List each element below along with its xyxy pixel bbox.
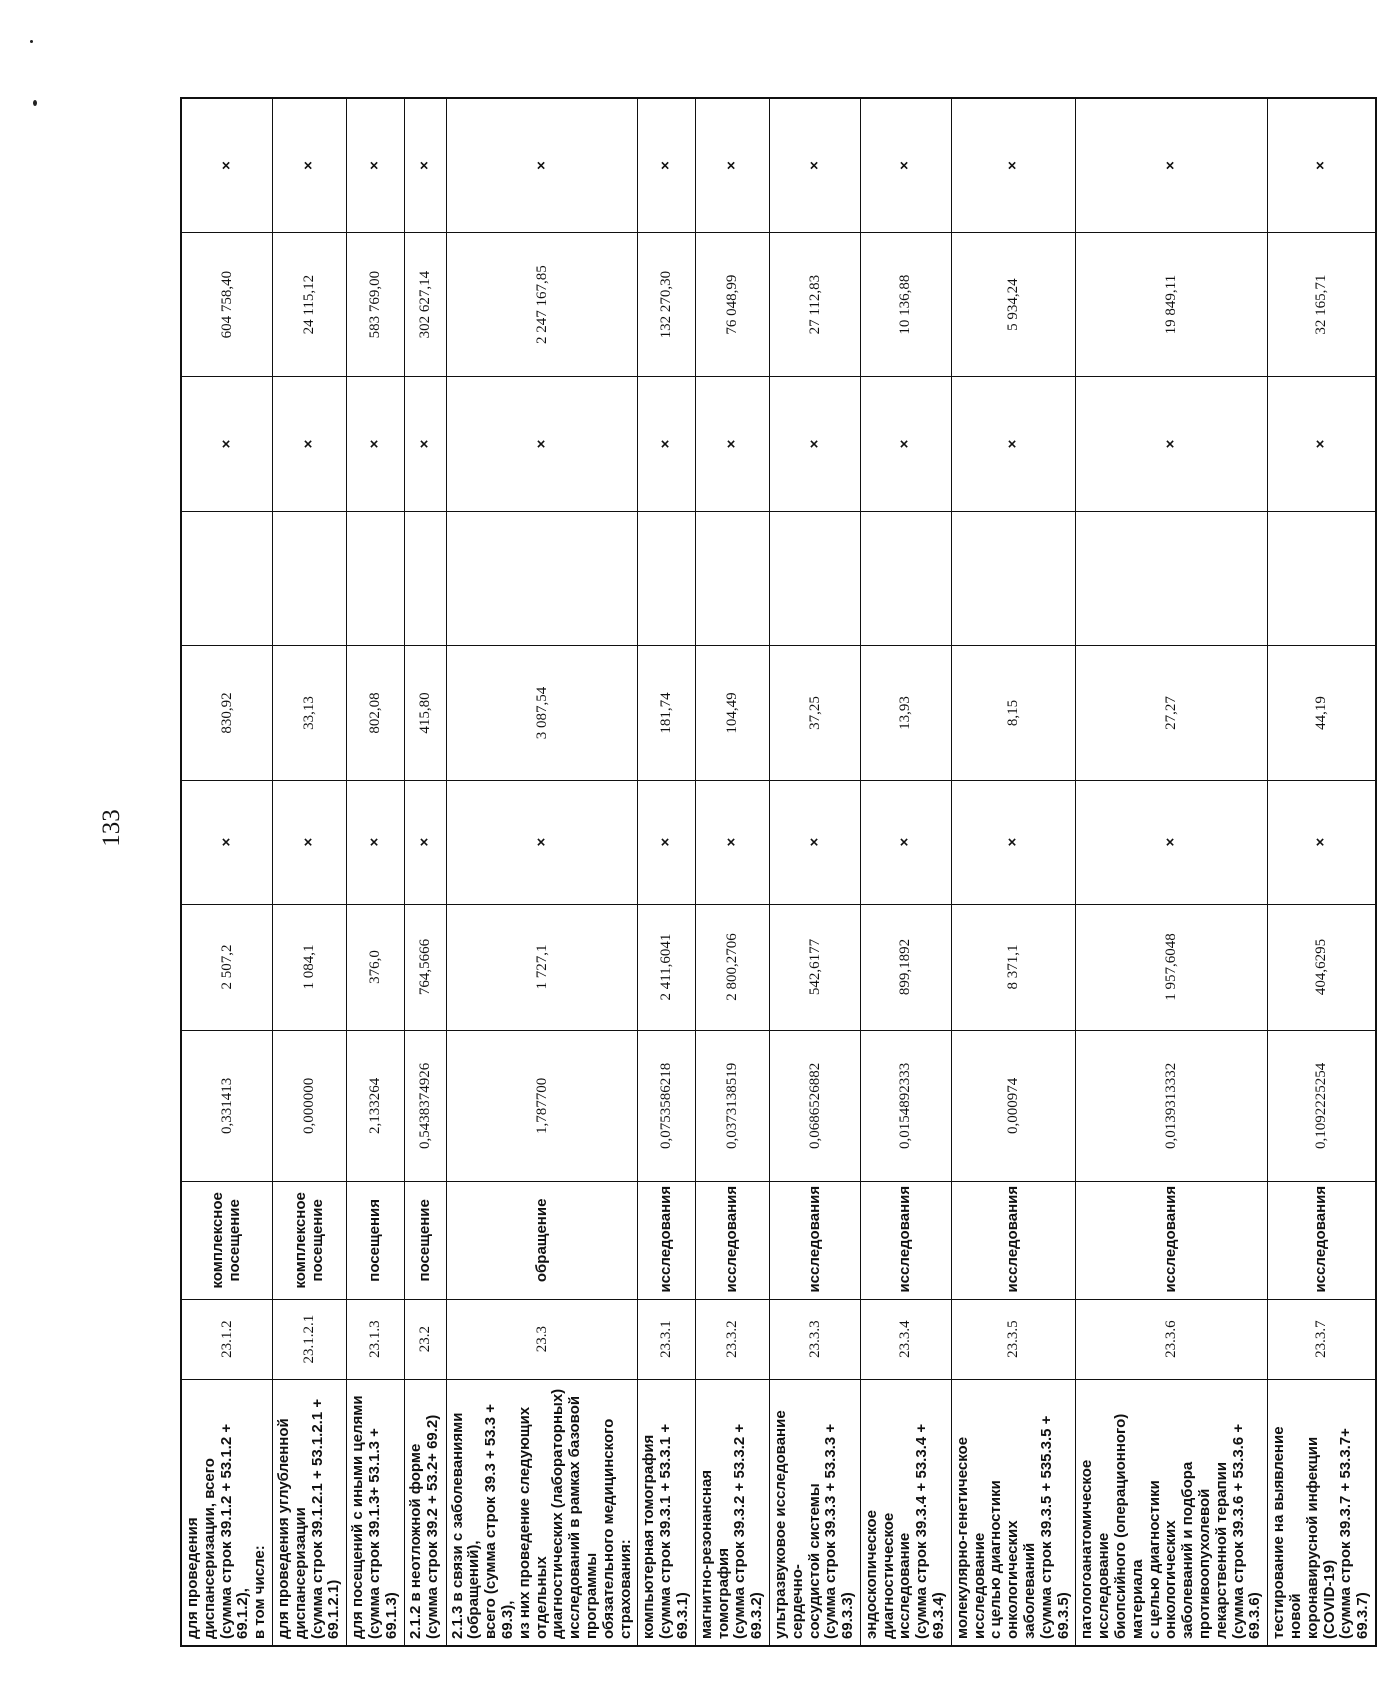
row-name-line: (сумма строк 39.3.6 + 53.3.6 + 69.3.6) [1229, 1423, 1264, 1639]
row-code: 23.3.3 [769, 1299, 860, 1379]
row-name-line: с целью диагностики онкологических [1145, 1480, 1180, 1639]
row-name [638, 1379, 695, 1646]
row-norm: 0,0373138519 [695, 1030, 769, 1182]
row-x-cell: × [347, 377, 404, 512]
row-code: 23.1.2 [181, 1299, 272, 1379]
row-x-cell: × [404, 780, 446, 904]
row-name-line: 2.1.3 в связи с заболеваниями (обращений), [448, 1412, 483, 1639]
row-name-line: (сумма строк 39.1.2.1 + 53.1.2.1 + 69.1.2.1) [308, 1398, 343, 1639]
row-norm: 0,000000 [272, 1030, 346, 1182]
row-name-line: из них проведение следующих отдельных [515, 1406, 550, 1639]
row-x-cell: × [446, 377, 638, 512]
row-name-line: тестирование на выявление новой [1270, 1426, 1305, 1639]
row-x-cell: × [769, 780, 860, 904]
row-name-line: (сумма строк 39.3.5 + 535.3.5 + 69.3.5) [1037, 1415, 1072, 1639]
row-x-cell: × [695, 98, 769, 233]
row-name [272, 1379, 346, 1646]
row-name [951, 1379, 1076, 1646]
row-norm: 0,0686526882 [769, 1030, 860, 1182]
row-norm: 0,1092225254 [1268, 1030, 1376, 1182]
row-per-capita: 3 087,54 [446, 646, 638, 781]
empty-cell [695, 511, 769, 646]
table-row [769, 98, 860, 1646]
row-name-line: магнитно-резонансная томография [697, 1469, 732, 1639]
empty-cell [446, 511, 638, 646]
row-x-cell: × [181, 377, 272, 512]
row-total: 5 934,24 [951, 233, 1076, 377]
row-unit: исследования [860, 1182, 951, 1299]
row-name-line: патологоанатомическое исследование [1078, 1459, 1113, 1639]
row-x-cell: × [1268, 377, 1376, 512]
row-x-cell: × [404, 377, 446, 512]
row-x-cell: × [1076, 98, 1268, 233]
row-name-line: заболеваний [1021, 1542, 1039, 1639]
empty-cell [638, 511, 695, 646]
row-unit: комплексное посещение [272, 1182, 346, 1299]
row-name-line: обязательного медицинского страхования: [599, 1418, 634, 1639]
row-unit: исследования [1076, 1182, 1268, 1299]
table-row [695, 98, 769, 1646]
table-row [951, 98, 1076, 1646]
row-name [860, 1379, 951, 1646]
row-unit: посещения [347, 1182, 404, 1299]
row-code: 23.3.6 [1076, 1299, 1268, 1379]
row-unit: исследования [769, 1182, 860, 1299]
row-x-cell: × [1076, 780, 1268, 904]
row-total: 76 048,99 [695, 233, 769, 377]
table-row [446, 98, 638, 1646]
row-name-line: (сумма строк 39.3.3 + 53.3.3 + 69.3.3) [822, 1423, 857, 1639]
row-cost: 1 727,1 [446, 904, 638, 1030]
row-per-capita: 13,93 [860, 646, 951, 781]
row-x-cell: × [272, 98, 346, 233]
row-name-line: (сумма строк 39.3.2 + 53.3.2 + 69.3.2) [731, 1423, 766, 1639]
row-x-cell: × [446, 98, 638, 233]
row-name [181, 1379, 272, 1646]
row-code: 23.3.4 [860, 1299, 951, 1379]
row-name [404, 1379, 446, 1646]
row-x-cell: × [695, 377, 769, 512]
row-norm: 0,0139313332 [1076, 1030, 1268, 1182]
row-total: 302 627,14 [404, 233, 446, 377]
row-name-line: исследований в рамках базовой программы [566, 1395, 600, 1639]
row-code: 23.1.2.1 [272, 1299, 346, 1379]
row-per-capita: 27,27 [1076, 646, 1268, 781]
row-per-capita: 830,92 [181, 646, 272, 781]
empty-cell [769, 511, 860, 646]
row-name [1076, 1379, 1268, 1646]
row-per-capita: 104,49 [695, 646, 769, 781]
row-name-line: (сумма строк 39.3.4 + 53.3.4 + 69.3.4) [913, 1423, 948, 1639]
row-name-line: с целью диагностики онкологических [987, 1480, 1022, 1639]
page-number: 133 [98, 809, 125, 847]
row-code: 23.3.7 [1268, 1299, 1376, 1379]
row-x-cell: × [860, 377, 951, 512]
row-x-cell: × [951, 377, 1076, 512]
row-total: 10 136,88 [860, 233, 951, 377]
row-name-line: для посещений с иными целями [349, 1395, 367, 1639]
row-norm: 1,787700 [446, 1030, 638, 1182]
row-total: 19 849,11 [1076, 233, 1268, 377]
empty-cell [181, 511, 272, 646]
row-name-line: сосудистой системы [805, 1483, 823, 1639]
row-cost: 542,6177 [769, 904, 860, 1030]
data-table [180, 97, 1377, 1647]
table-row [1076, 98, 1268, 1646]
row-total: 32 165,71 [1268, 233, 1376, 377]
row-x-cell: × [860, 780, 951, 904]
row-x-cell: × [1076, 377, 1268, 512]
row-unit: исследования [695, 1182, 769, 1299]
row-x-cell: × [695, 780, 769, 904]
row-cost: 764,5666 [404, 904, 446, 1030]
row-total: 604 758,40 [181, 233, 272, 377]
row-x-cell: × [404, 98, 446, 233]
row-code: 23.1.3 [347, 1299, 404, 1379]
row-name-line: биопсийного (операционного) материала [1112, 1413, 1146, 1639]
row-cost: 1 957,6048 [1076, 904, 1268, 1030]
row-name [769, 1379, 860, 1646]
row-x-cell: × [181, 780, 272, 904]
row-x-cell: × [638, 377, 695, 512]
row-name-line: эндоскопическое диагностическое [862, 1510, 897, 1639]
table-row [181, 98, 272, 1646]
row-x-cell: × [769, 98, 860, 233]
row-x-cell: × [1268, 780, 1376, 904]
table-row [1268, 98, 1376, 1646]
table-row [404, 98, 446, 1646]
row-name-line: (сумма строк 39.3.1 + 53.3.1 + 69.3.1) [657, 1423, 691, 1639]
row-name-line: диагностических (лабораторных) [549, 1388, 567, 1639]
table-row [347, 98, 404, 1646]
row-norm: 0,331413 [181, 1030, 272, 1182]
row-x-cell: × [272, 377, 346, 512]
row-cost: 8 371,1 [951, 904, 1076, 1030]
row-cost: 376,0 [347, 904, 404, 1030]
row-x-cell: × [446, 780, 638, 904]
row-code: 23.3.5 [951, 1299, 1076, 1379]
row-total: 2 247 167,85 [446, 233, 638, 377]
row-total: 24 115,12 [272, 233, 346, 377]
row-name-line: (сумма строк 39.1.2 + 53.1.2 + 69.1.2), [217, 1423, 252, 1639]
row-name-line: 2.1.2 в неотложной форме [407, 1443, 425, 1639]
row-name-line: компьютерная томография [640, 1434, 658, 1639]
scan-dot [33, 100, 37, 106]
table-row [638, 98, 695, 1646]
empty-cell [272, 511, 346, 646]
row-unit: исследования [638, 1182, 695, 1299]
row-name [446, 1379, 638, 1646]
row-per-capita: 44,19 [1268, 646, 1376, 781]
table-row [272, 98, 346, 1646]
row-name-line: (сумма строк 39.3.7 + 53.3.7+ 69.3.7) [1337, 1428, 1372, 1639]
row-unit: посещение [404, 1182, 446, 1299]
row-name-line: заболеваний и подбора противоопухолевой [1179, 1461, 1214, 1639]
row-per-capita: 181,74 [638, 646, 695, 781]
empty-cell [1268, 511, 1376, 646]
row-x-cell: × [951, 780, 1076, 904]
row-name [1268, 1379, 1376, 1646]
row-name-line: для проведения диспансеризации, всего [184, 1458, 218, 1639]
empty-cell [404, 511, 446, 646]
row-name-line: молекулярно-генетическое исследование [953, 1436, 988, 1639]
row-name-line: в том числе: [251, 1545, 269, 1639]
row-name [695, 1379, 769, 1646]
table-body [181, 98, 1376, 1646]
row-name [347, 1379, 404, 1646]
row-unit: комплексное посещение [181, 1182, 272, 1299]
row-x-cell: × [951, 98, 1076, 233]
empty-cell [347, 511, 404, 646]
row-x-cell: × [272, 780, 346, 904]
row-x-cell: × [347, 98, 404, 233]
row-cost: 404,6295 [1268, 904, 1376, 1030]
row-per-capita: 33,13 [272, 646, 346, 781]
row-name-line: для проведения углубленной [274, 1418, 292, 1639]
row-norm: 0,5438374926 [404, 1030, 446, 1182]
row-name-line: (сумма строк 39.1.3+ 53.1.3 + 69.1.3) [365, 1428, 400, 1639]
row-name-line: коронавирусной инфекции (COVID-19) [1303, 1436, 1338, 1639]
row-name-line: диспансеризации [291, 1507, 309, 1639]
row-x-cell: × [347, 780, 404, 904]
row-cost: 2 411,6041 [638, 904, 695, 1030]
row-x-cell: × [181, 98, 272, 233]
row-total: 583 769,00 [347, 233, 404, 377]
row-per-capita: 802,08 [347, 646, 404, 781]
row-code: 23.3.1 [638, 1299, 695, 1379]
empty-cell [860, 511, 951, 646]
empty-cell [1076, 511, 1268, 646]
row-norm: 0,0753586218 [638, 1030, 695, 1182]
row-unit: исследования [1268, 1182, 1376, 1299]
row-cost: 2 800,2706 [695, 904, 769, 1030]
row-per-capita: 37,25 [769, 646, 860, 781]
row-total: 27 112,83 [769, 233, 860, 377]
scan-dot [30, 40, 33, 43]
rotated-table-container [180, 97, 1372, 1647]
row-norm: 0,0154892333 [860, 1030, 951, 1182]
row-unit: обращение [446, 1182, 638, 1299]
row-cost: 899,1892 [860, 904, 951, 1030]
row-name-line: ультразвуковое исследование сердечно- [771, 1410, 806, 1639]
row-cost: 2 507,2 [181, 904, 272, 1030]
row-name-line: лекарственной терапии [1212, 1461, 1230, 1639]
row-code: 23.3 [446, 1299, 638, 1379]
row-total: 132 270,30 [638, 233, 695, 377]
row-x-cell: × [769, 377, 860, 512]
row-code: 23.3.2 [695, 1299, 769, 1379]
row-unit: исследования [951, 1182, 1076, 1299]
row-x-cell: × [1268, 98, 1376, 233]
empty-cell [951, 511, 1076, 646]
row-per-capita: 415,80 [404, 646, 446, 781]
row-x-cell: × [638, 780, 695, 904]
row-name-line: (сумма строк 39.2 + 53.2+ 69.2) [424, 1414, 442, 1639]
row-name-line: всего (сумма строк 39.3 + 53.3 + 69.3), [482, 1404, 516, 1639]
row-norm: 2,133264 [347, 1030, 404, 1182]
row-name-line: исследование [896, 1532, 914, 1639]
row-per-capita: 8,15 [951, 646, 1076, 781]
row-code: 23.2 [404, 1299, 446, 1379]
table-row [860, 98, 951, 1646]
row-x-cell: × [638, 98, 695, 233]
row-norm: 0,000974 [951, 1030, 1076, 1182]
row-cost: 1 084,1 [272, 904, 346, 1030]
row-x-cell: × [860, 98, 951, 233]
